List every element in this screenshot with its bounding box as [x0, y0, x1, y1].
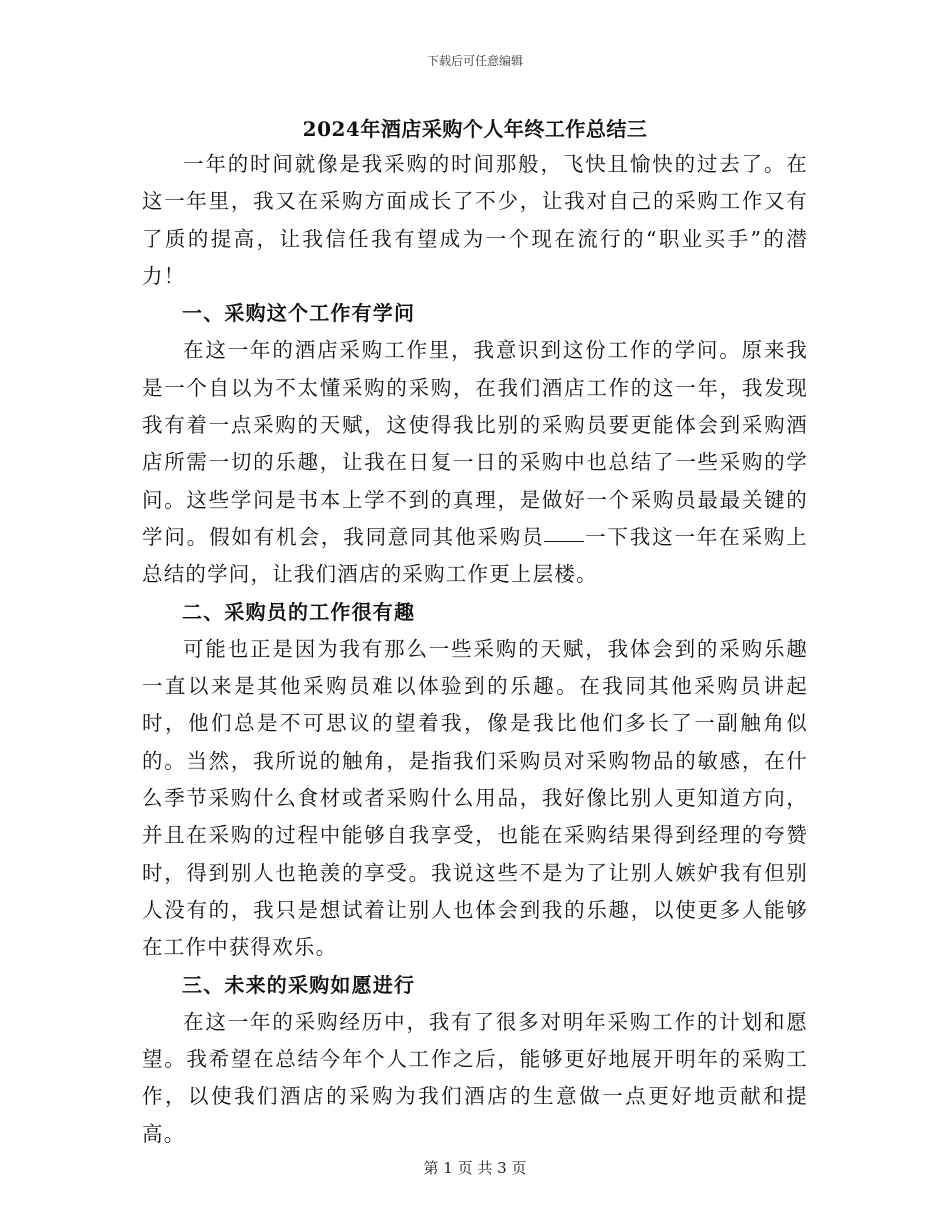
document-body: [142, 112, 808, 1153]
intro-paragraph: 一年的时间就像是我采购的时间那般，飞快且愉快的过去了。在这一年里，我又在采购方面成长了不少，让我对自己的采购工作又有了质的提高，让我信任我有望成为一个现在流行的“职业买手”的潜力！: [142, 152, 808, 288]
section-paragraph-1: [142, 332, 808, 593]
section-heading-2: 二、采购员的工作很有趣: [182, 599, 416, 624]
section-1-text-before-blank: 在这一年的酒店采购工作里，我意识到这份工作的学问。原来我是一个自以为不太懂采购的采购，在我们酒店工作的这一年，我发现我有着一点采购的天赋，这使得我比别的采购员要更能体会到采购酒店所需一切的乐趣，让我在日复一日的采购中也总结了一些采购的学问。这些学问是书本上学不到的真理，是做好一个采购员最最关键的学问。假如有机会，我同意同其他采购员: [142, 338, 808, 549]
section-paragraph-2: 可能也正是因为我有那么一些采购的天赋，我体会到的采购乐趣一直以来是其他采购员难以体验到的乐趣。在我同其他采购员讲起时，他们总是不可思议的望着我，像是我比他们多长了一副触角似的。当然，我所说的触角，是指我们采购员对采购物品的敏感，在什么季节采购什么食材或者采购什么用品，我好像比别人更知道方向，并且在采购的过程中能够自我享受，也能在采购结果得到经理的夸赞时，得到别人也艳羡的享受。我说这些不是为了让别人嫉妒我有但别人没有的，我只是想试着让别人也体会到我的乐趣，以使更多人能够在工作中获得欢乐。: [142, 636, 808, 960]
section-paragraph-3: 在这一年的采购经历中，我有了很多对明年采购工作的计划和愿望。我希望在总结今年个人工作之后，能够更好地展开明年的采购工作，以使我们酒店的采购为我们酒店的生意做一点更好地贡献和提高。: [142, 1009, 808, 1146]
section-1-text-after-blank: 一下我这一年在采购上总结的学问，让我们酒店的采购工作更上层楼。: [142, 524, 808, 587]
blank-underline: [544, 540, 584, 542]
page-header: 下载后可任意编辑: [426, 54, 523, 68]
page-footer: 第 1 页 共 3 页: [423, 1159, 527, 1177]
document-title: 2024年酒店采购个人年终工作总结三: [302, 117, 648, 141]
section-heading-3: 三、未来的采购如愿进行: [182, 972, 416, 997]
section-heading-1: 一、采购这个工作有学问: [182, 301, 416, 326]
